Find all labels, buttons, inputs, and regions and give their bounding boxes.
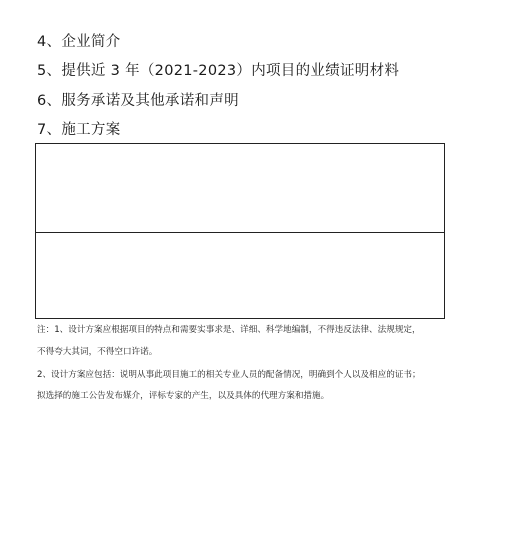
section-heading-company-profile: 4、企业简介 [37,34,121,50]
note-line-3: 2、设计方案应包括：说明从事此项目施工的相关专业人员的配备情况，明确到个人以及相应的证书； [37,370,421,380]
table-row-divider [36,232,444,233]
note-line-1: 注：1、设计方案应根据项目的特点和需要实事求是、详细、科学地编制，不得违反法律、法规规定， [37,325,421,335]
section-heading-construction-plan: 7、施工方案 [37,122,121,138]
section-heading-service-commitment: 6、服务承诺及其他承诺和声明 [37,93,239,109]
note-line-2: 不得夸大其词，不得空口许诺。 [37,347,158,357]
section-heading-performance-proof: 5、提供近 3 年（2021-2023）内项目的业绩证明材料 [37,63,400,79]
construction-plan-table [35,143,445,319]
note-line-4: 拟选择的施工公告发布媒介，评标专家的产生，以及具体的代理方案和措施。 [37,391,330,401]
